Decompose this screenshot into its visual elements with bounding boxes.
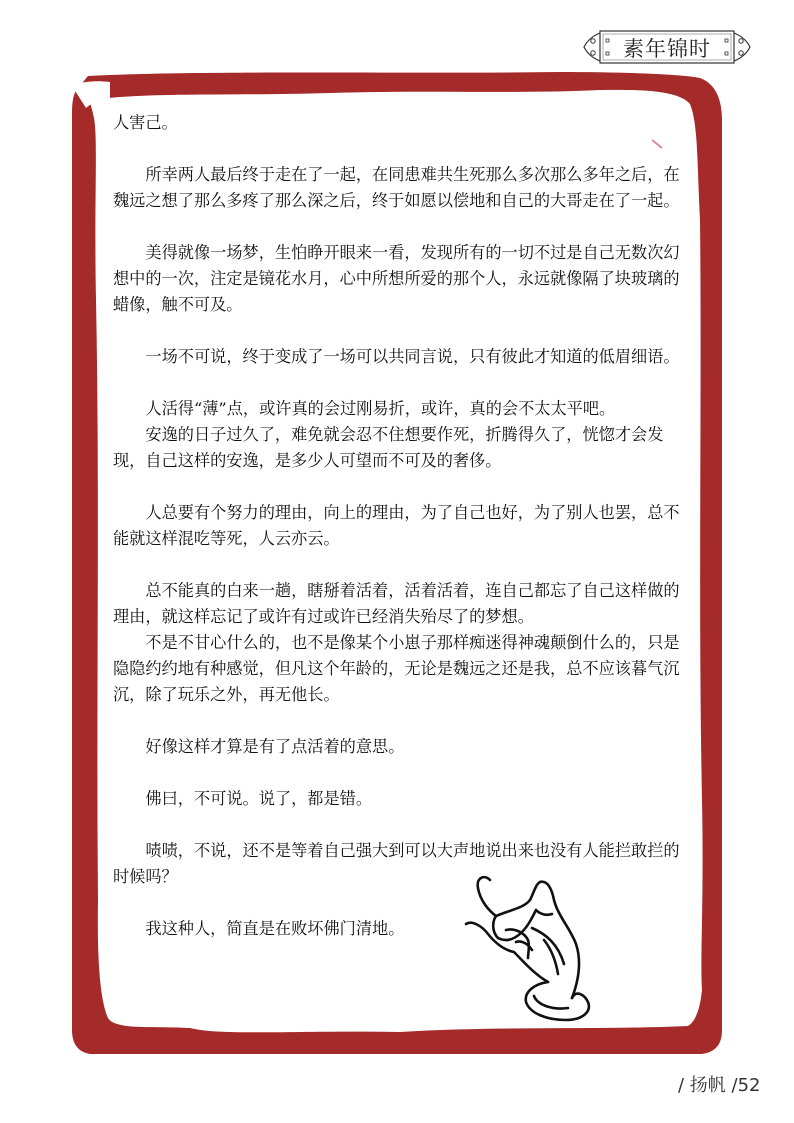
- paragraph: 一场不可说，终于变成了一场可以共同言说，只有彼此才知道的低眉细语。: [145, 347, 680, 366]
- paragraph: 所幸两人最后终于走在了一起，在同患难共生死那么多次那么多年之后，在魏远之想了那么多疼了那么深之后，终于如愿以偿地和自己的大哥走在了一起。: [113, 165, 680, 210]
- paragraph: 安逸的日子过久了，难免就会忍不住想要作死，折腾得久了，恍惚才会发现，自己这样的安逸，是多少人可望而不可及的奢侈。: [113, 425, 664, 470]
- paragraph: 人总要有个努力的理由，向上的理由，为了自己也好，为了别人也罢，总不能就这样混吃等死，人云亦云。: [113, 503, 680, 548]
- paragraph: 不是不甘心什么的，也不是像某个小崽子那样痴迷得神魂颠倒什么的，只是隐隐约约地有种感觉，但凡这个年龄的，无论是魏远之还是我，总不应该暮气沉沉，除了玩乐之外，再无他长。: [113, 633, 680, 704]
- paragraph: 总不能真的白来一趟，瞎掰着活着，活着活着，连自己都忘了自己这样做的理由，就这样忘记了或许有过或许已经消失殆尽了的梦想。: [113, 581, 680, 626]
- paragraph: 我这种人，简直是在败坏佛门清地。: [145, 919, 405, 938]
- page-footer: / 扬帆 /52: [678, 1075, 761, 1096]
- chapter-title: 素年锦时: [623, 37, 711, 61]
- body-text: [113, 110, 683, 942]
- paragraph: 人活得“薄”点，或许真的会过刚易折，或许，真的会不太太平吧。: [145, 399, 616, 418]
- buddha-hand-mudra-icon: [462, 870, 602, 1030]
- paragraph: 好像这样才算是有了点活着的意思。: [145, 737, 405, 756]
- paragraph: 人害己。: [113, 113, 178, 132]
- paragraph: 啧啧，不说，还不是等着自己强大到可以大声地说出来也没有人能拦敢拦的时候吗？: [113, 841, 680, 886]
- paragraph: 美得就像一场梦，生怕睁开眼来一看，发现所有的一切不过是自己无数次幻想中的一次，注定是镜花水月，心中所想所爱的那个人，永远就像隔了块玻璃的蜡像，触不可及。: [113, 243, 680, 314]
- paragraph: 佛曰，不可说。说了，都是错。: [145, 789, 373, 808]
- chapter-title-plate: [582, 27, 752, 67]
